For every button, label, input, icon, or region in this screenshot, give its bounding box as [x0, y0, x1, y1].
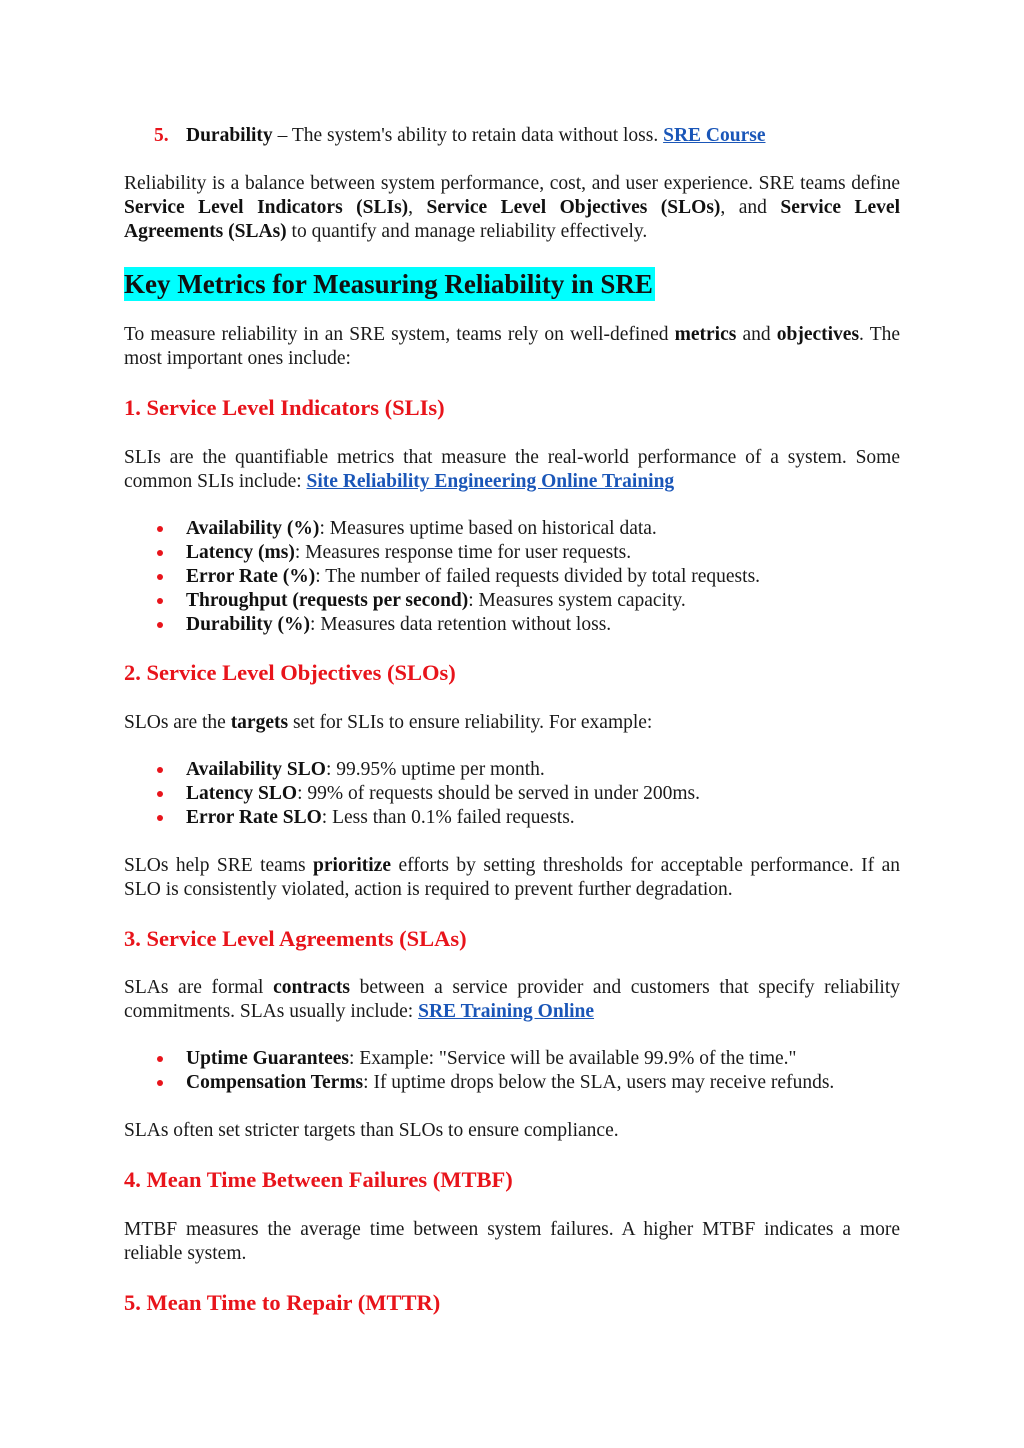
list-item — [124, 541, 900, 565]
list-item — [124, 517, 900, 541]
item-term: Latency (ms) — [186, 542, 295, 563]
targets-term: targets — [230, 712, 289, 733]
mtbf-heading: 4. Mean Time Between Failures (MTBF) — [124, 1167, 513, 1192]
slo-after-paragraph — [124, 854, 900, 902]
list-item — [124, 1047, 900, 1071]
objectives-term: objectives — [776, 324, 860, 345]
list-item — [124, 806, 900, 830]
text-run: SLAs are formal — [124, 977, 274, 998]
item-text: : Less than 0.1% failed requests. — [321, 807, 575, 828]
list-number: 5. — [154, 125, 169, 146]
item-text: : If uptime drops below the SLA, users may receive refunds. — [363, 1072, 835, 1093]
text-run: between a service provider and customers that specify reliability commitments. SLAs usually include: — [124, 977, 900, 1022]
sla-paragraph — [124, 976, 900, 1024]
slos-term: Service Level Objectives (SLOs) — [426, 197, 721, 218]
text-run: . The most important ones include: — [124, 324, 901, 369]
bullet-icon — [157, 767, 163, 773]
main-heading-wrapper — [124, 267, 900, 301]
item-term: Error Rate SLO — [186, 807, 322, 828]
list-item — [124, 1071, 900, 1095]
bullet-icon — [157, 1080, 163, 1086]
list-item — [124, 782, 900, 806]
contracts-term: contracts — [273, 977, 350, 998]
sla-list — [124, 1047, 900, 1095]
sla-after-paragraph: SLAs often set stricter targets than SLOs to ensure compliance. — [124, 1120, 619, 1141]
text-run: efforts by setting thresholds for acceptable performance. If an SLO is consistently violated, action is required to prevent further degradation. — [124, 855, 900, 900]
bullet-icon — [157, 622, 163, 628]
item-term: Durability (%) — [186, 614, 311, 635]
list-item — [124, 565, 900, 589]
item-text: : Example: "Service will be available 99.9% of the time." — [349, 1048, 797, 1069]
text-run: to quantify and manage reliability effectively. — [286, 221, 648, 242]
durability-text: – The system's ability to retain data without loss. — [272, 125, 664, 146]
text-run: SLOs are the — [124, 712, 231, 733]
item-term: Error Rate (%) — [186, 566, 316, 587]
mttr-heading: 5. Mean Time to Repair (MTTR) — [124, 1290, 441, 1315]
item-text: : The number of failed requests divided by total requests. — [315, 566, 761, 587]
durability-term: Durability — [186, 125, 273, 146]
item-text: : Measures uptime based on historical data. — [319, 518, 657, 539]
slo-heading: 2. Service Level Objectives (SLOs) — [124, 660, 456, 685]
item-term: Availability (%) — [186, 518, 320, 539]
item-term: Latency SLO — [186, 783, 298, 804]
mtbf-paragraph: MTBF measures the average time between system failures. A higher MTBF indicates a more reliable system. — [124, 1219, 900, 1264]
text-run: , and — [720, 197, 781, 218]
bullet-icon — [157, 1056, 163, 1062]
sli-list — [124, 517, 900, 637]
item-text: : 99% of requests should be served in under 200ms. — [297, 783, 700, 804]
item-term: Compensation Terms — [186, 1072, 364, 1093]
text-run: SLOs help SRE teams — [124, 855, 314, 876]
bullet-icon — [157, 526, 163, 532]
item-text: : Measures response time for user requests. — [294, 542, 632, 563]
prioritize-term: prioritize — [313, 855, 391, 876]
item-text: : Measures system capacity. — [468, 590, 686, 611]
bullet-icon — [157, 574, 163, 580]
sre-course-link[interactable]: SRE Course — [663, 125, 766, 146]
durability-list-item — [154, 124, 765, 148]
metrics-term: metrics — [674, 324, 737, 345]
sre-training-online-link[interactable]: SRE Training Online — [418, 1001, 595, 1022]
main-heading: Key Metrics for Measuring Reliability in SRE — [124, 269, 653, 299]
sli-heading: 1. Service Level Indicators (SLIs) — [124, 395, 445, 420]
text-run: Reliability is a balance between system performance, cost, and user experience. SRE teams define — [124, 173, 900, 194]
list-item — [124, 589, 900, 613]
item-term: Availability SLO — [186, 759, 326, 780]
list-item — [124, 613, 900, 637]
bullet-icon — [157, 598, 163, 604]
item-text: : 99.95% uptime per month. — [325, 759, 545, 780]
text-run: SLIs are the quantifiable metrics that measure the real-world performance of a system. Some common SLIs include: — [124, 447, 900, 492]
bullet-icon — [157, 815, 163, 821]
slo-paragraph — [124, 711, 900, 735]
text-run: set for SLIs to ensure reliability. For example: — [288, 712, 653, 733]
list-item — [124, 758, 900, 782]
measure-paragraph — [124, 323, 900, 371]
slas-term: Service Level Agreements (SLAs) — [124, 197, 901, 242]
item-text: : Measures data retention without loss. — [310, 614, 612, 635]
sre-online-training-link[interactable]: Site Reliability Engineering Online Training — [306, 471, 675, 492]
item-term: Uptime Guarantees — [186, 1048, 350, 1069]
slo-list — [124, 758, 900, 830]
sli-paragraph — [124, 446, 900, 494]
item-term: Throughput (requests per second) — [186, 590, 469, 611]
text-run: and — [736, 324, 777, 345]
text-run: To measure reliability in an SRE system, teams rely on well-defined — [124, 324, 675, 345]
reliability-paragraph — [124, 172, 900, 244]
text-run: , — [408, 197, 427, 218]
slis-term: Service Level Indicators (SLIs) — [124, 197, 409, 218]
bullet-icon — [157, 550, 163, 556]
bullet-icon — [157, 791, 163, 797]
sla-heading: 3. Service Level Agreements (SLAs) — [124, 926, 467, 951]
